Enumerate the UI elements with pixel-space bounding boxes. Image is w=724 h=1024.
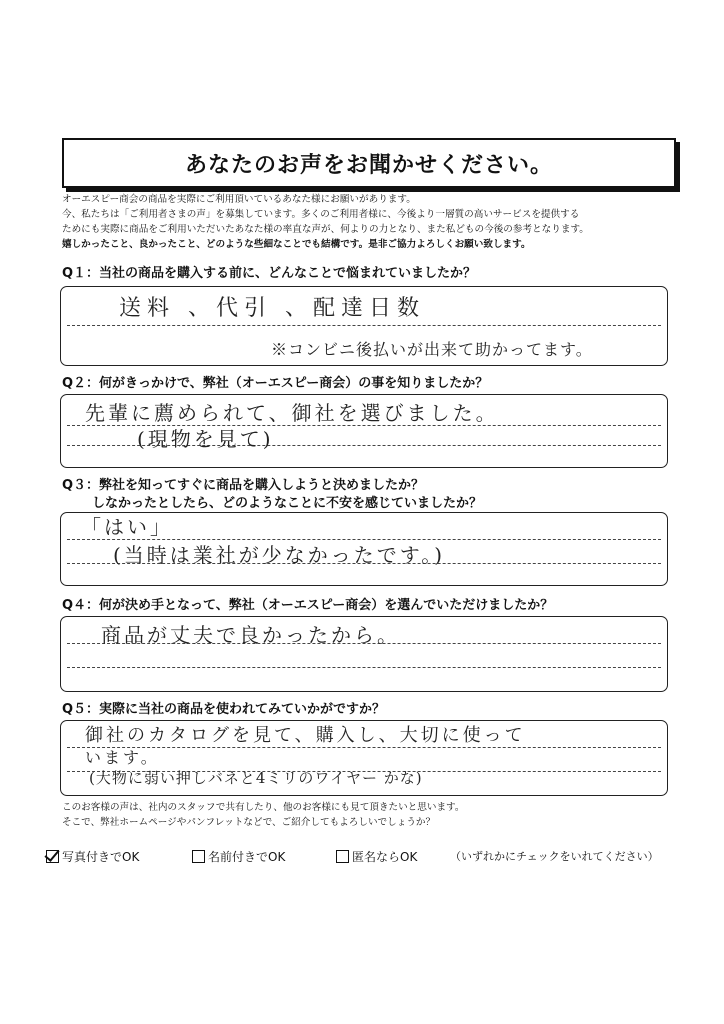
answer-box-4[interactable] (60, 616, 668, 692)
answer-box-3[interactable] (60, 512, 668, 586)
checkbox-note: （いずれかにチェックをいれてください） (450, 850, 659, 863)
answer-text: (当時は業社が少なかったです。) (113, 543, 446, 567)
answer-text: (現物を見て) (137, 427, 274, 451)
checkbox-label: 名前付きでOK (208, 850, 286, 864)
answer-rule (67, 325, 661, 326)
intro-line: オーエスピー商会の商品を実際にご利用頂いているあなた様にお願いがあります。 (62, 194, 416, 205)
question-4: Q４：何が決め手となって、弊社（オーエスピー商会）を選んでいただけましたか？ (62, 598, 554, 613)
checkbox-checked-icon[interactable] (46, 850, 59, 863)
answer-text: 商品が丈夫で良かったから。 (101, 623, 400, 647)
checkbox-icon[interactable] (192, 850, 205, 863)
answer-text: 「はい」 (81, 515, 173, 539)
intro-line: 嬉しかったこと、良かったこと、どのような些細なことでも結構です。是非ご協力よろしくお願い致します。 (62, 239, 531, 250)
answer-box-2[interactable] (60, 394, 668, 468)
question-2: Q２：何がきっかけで、弊社（オーエスピー商会）の事を知りましたか？ (62, 376, 489, 391)
answer-rule (67, 667, 661, 668)
answer-text: 送料 、代引 、配達日数 (119, 296, 425, 321)
checkbox-name-ok[interactable] (192, 848, 285, 865)
question-3: Q３：弊社を知ってすぐに商品を購入しようと決めましたか？ (62, 478, 425, 493)
intro-line: ためにも実際に商品をご利用いただいたあなた様の率直な声が、何よりの力となり、また私どもの今後の参考となります。 (62, 224, 589, 235)
consent-options (46, 848, 686, 872)
answer-box-1[interactable] (60, 286, 668, 366)
answer-box-5[interactable] (60, 720, 668, 796)
intro-text (62, 192, 682, 252)
checkbox-label: 匿名ならOK (352, 850, 418, 864)
answer-text: 先輩に薦められて、御社を選びました。 (85, 401, 499, 425)
answer-text: います。 (85, 748, 160, 767)
answer-text: ※コンビニ後払いが出来て助かってます。 (271, 340, 593, 359)
consent-line: このお客様の声は、社内のスタッフで共有したり、他のお客様にも見て頂きたいと思います。 (62, 802, 465, 813)
consent-line: そこで、弊社ホームページやパンフレットなどで、ご紹介してもよろしいでしょうか？ (62, 817, 436, 828)
checkbox-icon[interactable] (336, 850, 349, 863)
question-3-sub: しなかったとしたら、どのようなことに不安を感じていましたか？ (92, 496, 483, 511)
question-1: Q１：当社の商品を購入する前に、どんなことで悩まれていましたか？ (62, 266, 477, 281)
consent-text (62, 800, 464, 830)
question-5: Q５：実際に当社の商品を使われてみていかがですか？ (62, 702, 386, 717)
checkbox-label: 写真付きでOK (62, 850, 140, 864)
form-title: あなたのお声をお聞かせください。 (62, 138, 676, 188)
answer-text: (大物に弱い押しバネと4ミリのワイヤー かな) (89, 769, 423, 787)
checkbox-photo-ok[interactable] (46, 848, 139, 865)
answer-text: 御社のカタログを見て、購入し、大切に使って (85, 725, 526, 746)
intro-line: 今、私たちは「ご利用者さまの声」を募集しています。多くのご利用者様に、今後より一層質の高いサービスを提供する (62, 209, 580, 220)
checkbox-anonymous-ok[interactable] (336, 848, 417, 865)
